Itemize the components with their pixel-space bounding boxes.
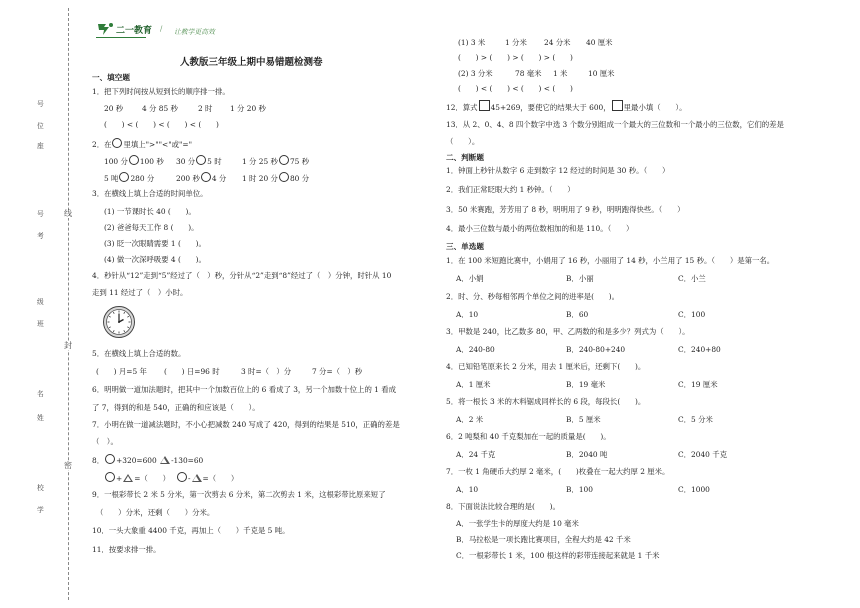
- mc-option[interactable]: B．2040 吨: [566, 450, 608, 459]
- q2-row: [176, 155, 222, 167]
- q2-left: 30 分: [176, 157, 196, 166]
- mc-option[interactable]: B．60: [566, 310, 589, 319]
- mc-option[interactable]: B．5 厘米: [566, 415, 601, 424]
- mc-option[interactable]: A．一张学生卡的厚度大约是 10 毫米: [456, 519, 579, 528]
- question-1: 1．把下列时间按从短到长的顺序排一排。: [92, 87, 230, 96]
- question-6-cont: 了 7，得到的和是 540，正确的和应该是（ ）。: [92, 403, 260, 412]
- compare-circle: [112, 138, 122, 148]
- question-7-cont: （ ）。: [92, 437, 118, 446]
- judge-item: 1．钟面上秒针从数字 6 走到数字 12 经过的时间是 30 秒。（ ）: [446, 166, 670, 175]
- question-4: 4．秒针从“12”走到“5”经过了（ ）秒，分针从“2”走到“8”经过了（ ）分钟，时针从 10: [92, 271, 392, 280]
- q3-item: (1) 一节课时长 40 ( )。: [104, 207, 196, 216]
- q11-b-item: (2) 3 分米: [458, 69, 493, 78]
- q8-plus: +: [116, 474, 123, 483]
- q12-text-c: 里最小填（ ）。: [623, 103, 687, 112]
- question-12: [446, 100, 686, 113]
- judge-item: 4．最小三位数与最小的两位数相加的和是 110。（ ）: [446, 224, 634, 233]
- logo-slogan: 让教学更高效: [174, 28, 215, 36]
- q2-row: [242, 172, 309, 184]
- circle-symbol: [105, 454, 115, 464]
- mc-question: 6．2 吨梨和 40 千克梨加在一起的质量是( )。: [446, 432, 611, 441]
- q2-left: 1 时 20 分: [242, 174, 278, 183]
- question-10: 10．一头大象重 4400 千克，再加上（ ）千克是 5 吨。: [92, 526, 290, 535]
- mc-option[interactable]: A．2 米: [456, 415, 484, 424]
- logo-separator: /: [160, 25, 163, 33]
- q11-a-item: 1 分米: [505, 38, 527, 47]
- mc-option[interactable]: B．马拉松是一项长跑比赛项目，全程大约是 42 千米: [456, 535, 631, 544]
- triangle-symbol: [123, 474, 133, 482]
- q2-row: [104, 172, 154, 184]
- q8-expr-sum: [104, 472, 170, 484]
- q12-text-b: 45+269，要使它的结果大于 600，: [490, 103, 611, 112]
- compare-circle[interactable]: [279, 172, 289, 182]
- binding-mark: 线: [64, 209, 72, 218]
- mc-option[interactable]: B．240-80+240: [566, 345, 626, 354]
- mc-option[interactable]: C．小兰: [678, 274, 706, 283]
- question-7: 7．小明在做一道减法题时，不小心把减数 240 写成了 420，得到的结果是 510，正确的差是: [92, 420, 400, 429]
- q11-a-item: (1) 3 米: [458, 38, 486, 47]
- q2-left: 200 秒: [176, 174, 200, 183]
- q8-minus: -: [188, 474, 191, 483]
- q5-item: ( ) 月=5 年: [96, 367, 147, 376]
- margin-label: 姓: [37, 414, 44, 422]
- q2-left: 100 分: [104, 157, 128, 166]
- binding-mark: 封: [64, 341, 72, 350]
- q11-b-item: 1 米: [553, 69, 568, 78]
- binding-line: [68, 8, 69, 600]
- mc-option[interactable]: C．2040 千克: [678, 450, 727, 459]
- q8-blank: =（ ）: [202, 474, 239, 483]
- mc-option[interactable]: B．100: [566, 485, 593, 494]
- q11-b-item: 78 毫米: [515, 69, 542, 78]
- q11-b-blanks: ( ) < ( ) < ( ) < ( ): [458, 84, 573, 93]
- q2-right: 80 分: [289, 174, 310, 183]
- q3-item: (2) 爸爸每天工作 8 ( )。: [104, 223, 199, 232]
- q2-row: [176, 172, 226, 184]
- clock-icon: [102, 305, 136, 339]
- question-13-cont: （ ）。: [446, 137, 480, 146]
- compare-circle[interactable]: [129, 155, 139, 165]
- triangle-symbol: [192, 474, 202, 482]
- q8-expr-diff: [176, 472, 238, 484]
- margin-label: 号: [37, 210, 44, 218]
- margin-label: 座: [37, 142, 44, 150]
- mc-option[interactable]: A．1 厘米: [456, 380, 491, 389]
- logo: [96, 22, 166, 36]
- mc-question: 8．下面说法比较合理的是( )。: [446, 502, 560, 511]
- margin-label: 号: [37, 100, 44, 108]
- q2-right: 100 秒: [139, 157, 164, 166]
- compare-circle[interactable]: [279, 155, 289, 165]
- question-2: [92, 138, 192, 150]
- mc-question: 7．一枚 1 角硬币大约厚 2 毫米，( )枚叠在一起大约厚 2 厘米。: [446, 467, 670, 476]
- q2-left: 5 吨: [104, 174, 119, 183]
- q8-num: 8．: [92, 456, 105, 465]
- q3-item: (3) 眨一次眼睛需要 1 ( )。: [104, 239, 206, 248]
- q5-item: 7 分=（ ）秒: [312, 367, 363, 376]
- margin-label: 班: [37, 320, 44, 328]
- q2-row: [104, 155, 164, 167]
- logo-underline: [96, 37, 146, 38]
- question-9: 9．一根彩带长 2 米 5 分米，第一次剪去 6 分米，第二次剪去 1 米，这根彩带比原来短了: [92, 490, 386, 499]
- judge-item: 2．我们正常眨眼大约 1 秒钟。（ ）: [446, 185, 575, 194]
- q8-eq2: -130=60: [171, 456, 204, 465]
- mc-option[interactable]: C．1000: [678, 485, 710, 494]
- margin-label: 名: [37, 390, 44, 398]
- mc-question: 2．时、分、秒每相邻两个单位之间的进率是( )。: [446, 292, 620, 301]
- q11-a-item: 24 分米: [544, 38, 571, 47]
- judge-item: 3．50 米赛跑，芳芳用了 8 秒，明明用了 9 秒，明明跑得快些。（ ）: [446, 205, 685, 214]
- margin-label: 校: [37, 484, 44, 492]
- mc-option[interactable]: C．5 分米: [678, 415, 713, 424]
- q5-item: ( ) 日=96 时: [164, 367, 220, 376]
- question-13: 13．从 2、0、4、8 四个数字中选 3 个数分别组成一个最大的三位数和一个最小的三位数，它们的差是: [446, 120, 784, 129]
- q1-item: 2 时: [198, 104, 213, 113]
- box-symbol: [479, 100, 490, 111]
- circle-symbol: [177, 472, 187, 482]
- section-multiple-choice: 三、单选题: [446, 242, 484, 251]
- q8-eq1: +320=600: [116, 456, 157, 465]
- binding-mark: 密: [64, 461, 72, 470]
- compare-circle[interactable]: [201, 172, 211, 182]
- margin-label: 学: [37, 506, 44, 514]
- q5-item: 3 时=（ ）分: [241, 367, 292, 376]
- q8-blank: =（ ）: [134, 474, 170, 483]
- mc-option[interactable]: C．一根彩带长 1 米，100 根这样的彩带连接起来就是 1 千米: [456, 551, 660, 560]
- mc-question: 1．在 100 米短跑比赛中，小娟用了 16 秒，小丽用了 14 秒，小兰用了 15 秒。（ ）是第一名。: [446, 256, 775, 265]
- compare-circle[interactable]: [119, 172, 129, 182]
- mc-question: 3．甲数是 240，比乙数多 80，甲、乙两数的和是多少？列式为（ ）。: [446, 327, 690, 336]
- q11-a-blanks: ( ) > ( ) > ( ) > ( ): [458, 53, 573, 62]
- box-symbol: [612, 100, 623, 111]
- question-3: 3．在横线上填上合适的时间单位。: [92, 189, 208, 198]
- circle-symbol: [105, 472, 115, 482]
- mc-question: 4．已知铅笔原来长 2 分米，用去 1 厘米后，还剩下( )。: [446, 362, 646, 371]
- question-11: 11．按要求排一排。: [92, 545, 161, 554]
- q2-text-b: 里填上">""<"或"=": [123, 140, 193, 149]
- q2-text-a: 2．在: [92, 140, 112, 149]
- q11-b-item: 10 厘米: [588, 69, 615, 78]
- q3-item: (4) 做一次深呼吸要 4 ( )。: [104, 255, 206, 264]
- mc-option[interactable]: C．19 厘米: [678, 380, 718, 389]
- margin-label: 考: [37, 232, 44, 240]
- q2-right: 280 分: [130, 174, 155, 183]
- q1-item: 4 分 85 秒: [142, 104, 178, 113]
- mc-question: 5．将一根长 3 米的木料锯成同样长的 6 段，每段长( )。: [446, 397, 646, 406]
- mc-option[interactable]: C．240+80: [678, 345, 721, 354]
- mc-option[interactable]: B．19 毫米: [566, 380, 606, 389]
- q2-row: [242, 155, 309, 167]
- q2-right: 4 分: [211, 174, 227, 183]
- q1-item: 1 分 20 秒: [230, 104, 266, 113]
- question-9-cont: （ ）分米，还剩（ ）分米。: [96, 508, 215, 517]
- section-true-false: 二、判断题: [446, 153, 484, 162]
- logo-brand: 二一教育: [116, 26, 153, 36]
- mc-option[interactable]: A．10: [456, 310, 479, 319]
- q12-text-a: 12．算式: [446, 103, 478, 112]
- margin-label: 级: [37, 298, 44, 306]
- logo-icon: [96, 22, 116, 36]
- section-fill-blank: 一、填空题: [92, 73, 130, 82]
- question-8: [92, 454, 203, 466]
- question-5: 5．在横线上填上合适的数。: [92, 349, 186, 358]
- compare-circle[interactable]: [196, 155, 206, 165]
- q11-a-item: 40 厘米: [586, 38, 613, 47]
- margin-label: 位: [37, 122, 44, 130]
- triangle-symbol: [160, 456, 170, 464]
- page-title: 人教版三年级上期中易错题检测卷: [180, 57, 323, 68]
- mc-option[interactable]: A．小娟: [456, 274, 484, 283]
- q1-item: 20 秒: [104, 104, 124, 113]
- q1-answer-blanks: ( ) < ( ) < ( ) < ( ): [104, 120, 219, 129]
- q2-right: 75 秒: [289, 157, 310, 166]
- mc-option[interactable]: A．24 千克: [456, 450, 496, 459]
- q2-left: 1 分 25 秒: [242, 157, 278, 166]
- mc-option[interactable]: A．10: [456, 485, 479, 494]
- mc-option[interactable]: A．240-80: [456, 345, 495, 354]
- q2-right: 5 时: [207, 157, 222, 166]
- question-4-cont: 走到 11 经过了（ ）小时。: [92, 288, 188, 297]
- mc-option[interactable]: C．100: [678, 310, 706, 319]
- mc-option[interactable]: B．小丽: [566, 274, 594, 283]
- question-6: 6．明明做一道加法题时，把其中一个加数百位上的 6 看成了 3，另一个加数十位上的 1 看成: [92, 385, 397, 394]
